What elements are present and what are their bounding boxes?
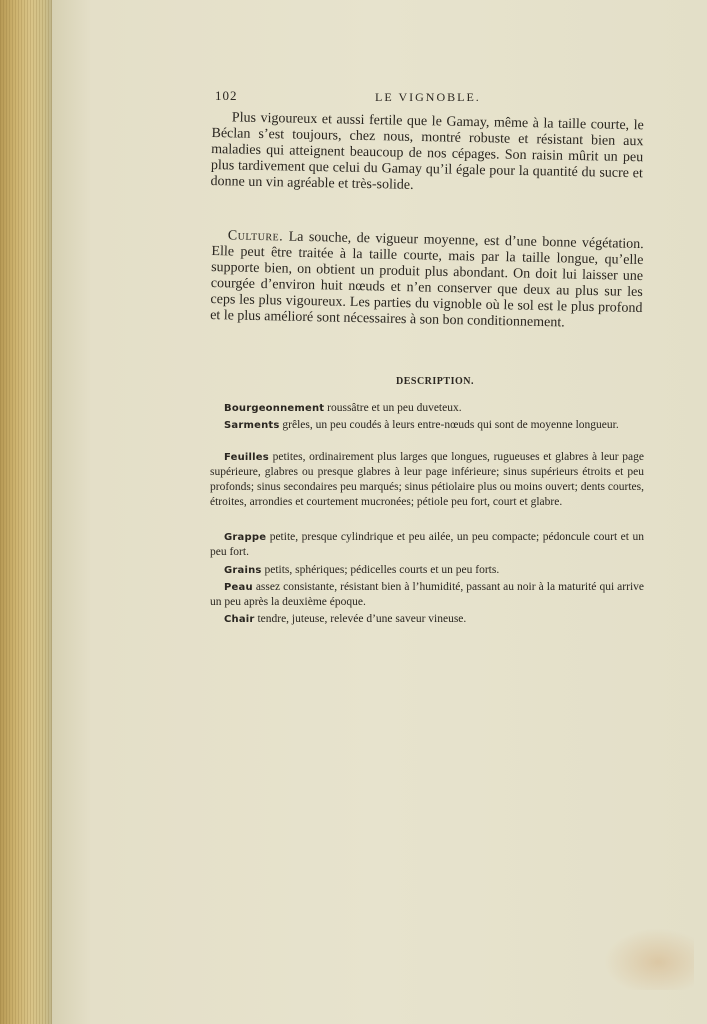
description-entry	[210, 612, 644, 627]
running-title: LE VIGNOBLE.	[375, 90, 481, 104]
corner-stain	[604, 928, 694, 990]
description-heading: DESCRIPTION.	[396, 376, 474, 387]
description-term: Grains	[224, 565, 262, 576]
page-edge-texture	[0, 0, 52, 1024]
page-header	[215, 88, 645, 110]
description-entry	[210, 418, 644, 433]
intro-paragraph: Plus vigoureux et aussi fertile que le Gamay, même à la taille courte, le Béclan s’est toujours, chez nous, montré robuste et résistant bien aux maladies qui atteignent beaucoup de nos cépages. Son raisin mûrit un peu plus tardivement que celui du Gamay qu’il égale pour la quantité du sucre et donne un vin agréable et très-solide.	[210, 110, 644, 193]
description-text: grêles, un peu coudés à leurs entre-nœuds qui sont de moyenne longueur.	[279, 419, 619, 431]
description-term: Bourgeonnement	[224, 403, 325, 414]
page-number: 102	[215, 88, 238, 103]
culture-paragraph	[210, 228, 644, 333]
description-text: tendre, juteuse, relevée d’une saveur vineuse.	[254, 613, 467, 625]
description-text: assez consistante, résistant bien à l’humidité, passant au noir à la maturité qui arrive un peu après la deuxième époque.	[210, 581, 644, 608]
description-term: Chair	[224, 614, 255, 625]
description-term: Peau	[224, 582, 253, 593]
description-text: petits, sphériques; pédicelles courts et un peu forts.	[261, 564, 500, 576]
description-term: Sarments	[224, 420, 280, 431]
culture-label: Culture.	[227, 228, 284, 245]
description-entry	[210, 450, 644, 510]
description-text: petites, ordinairement plus larges que longues, rugueuses et glabres à leur page supérieure, glabres ou presque glabres à leur page inférieure; sinus supérieurs étroits et peu profonds; sinus secondaires peu marqués; sinus pétiolaire plus ou moins ouvert; dents courtes, étroites, arrondies et courtement mucronées; pétiole peu fort, court et glabre.	[210, 451, 644, 508]
description-text: roussâtre et un peu duveteux.	[324, 402, 462, 414]
description-term: Feuilles	[224, 452, 269, 463]
description-entry	[210, 580, 644, 610]
culture-text: La souche, de vigueur moyenne, est d’une bonne végétation. Elle peut être traitée à la taille courte, mais par la taille longue, qu’elle supporte bien, on obtient un produit plus abondant. On doit lui laisser une courgée d’environ huit nœuds et n’en conserver que deux au plus sur les ceps les plus vigoureux. Les parties du vignoble où le sol est le plus profond et le plus amélioré sont nécessaires à son bon conditionnement.	[210, 229, 644, 331]
description-text: petite, presque cylindrique et peu ailée, un peu compacte; pédoncule court et un peu fort.	[210, 531, 644, 558]
description-term: Grappe	[224, 532, 267, 543]
description-entry	[210, 401, 644, 416]
description-entry	[210, 563, 644, 578]
description-entry	[210, 530, 644, 560]
